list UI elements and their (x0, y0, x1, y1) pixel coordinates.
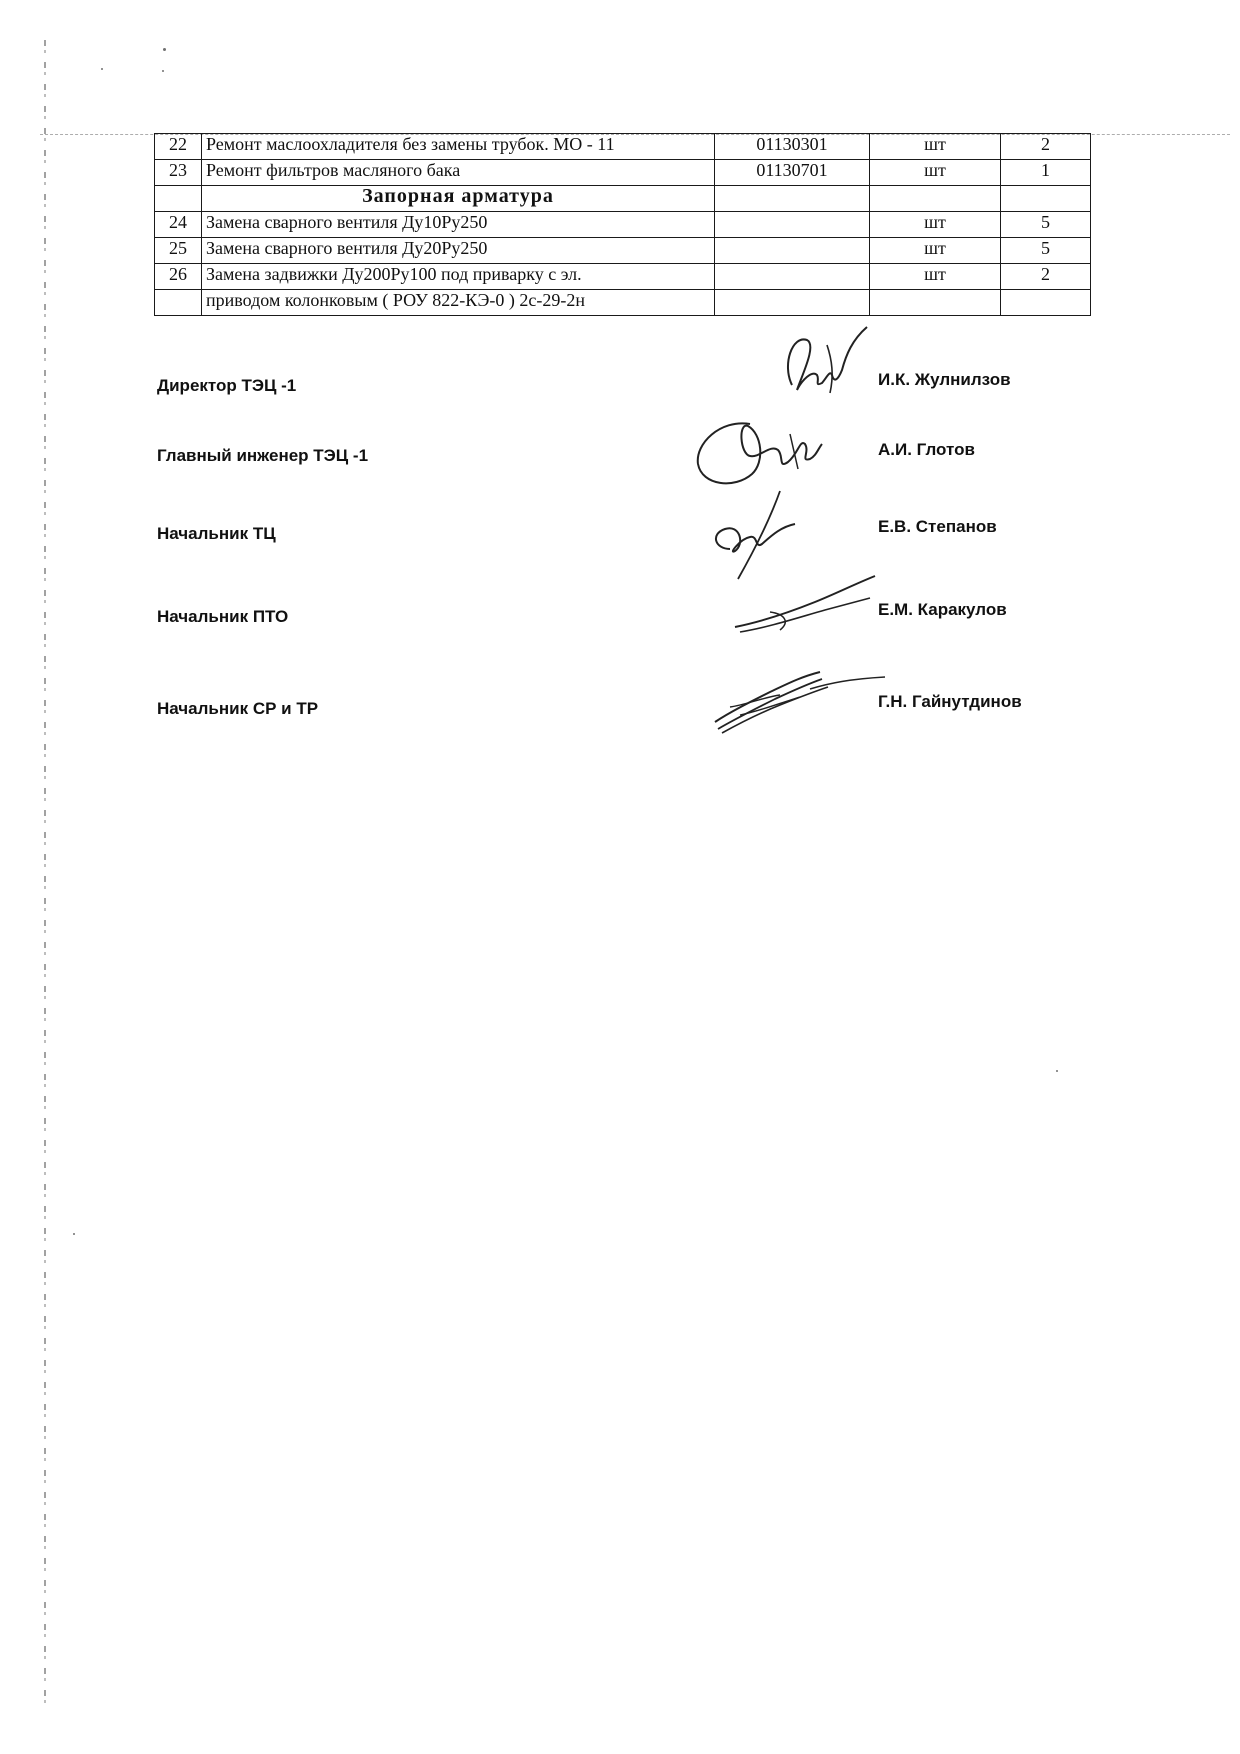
row-unit: шт (870, 238, 1001, 264)
table-row (155, 238, 1091, 264)
scan-speck (1056, 1070, 1058, 1072)
row-name: Ремонт маслоохладителя без замены трубок. МО - 11 (202, 134, 715, 160)
row-code (715, 264, 870, 290)
row-name: Замена сварного вентиля Ду20Ру250 (202, 238, 715, 264)
row-number: 26 (155, 264, 202, 290)
scan-speck (162, 70, 164, 72)
row-name: Замена сварного вентиля Ду10Ру250 (202, 212, 715, 238)
handwritten-signature (700, 489, 800, 584)
table-row (155, 264, 1091, 290)
table-row-continuation (155, 290, 1091, 316)
scan-edge-artifact (44, 40, 46, 1710)
row-number: 25 (155, 238, 202, 264)
signatory-title: Начальник ТЦ (157, 524, 276, 543)
table-row (155, 160, 1091, 186)
scan-speck (163, 48, 166, 51)
scan-speck (101, 68, 103, 70)
row-number: 22 (155, 134, 202, 160)
signatory-name: Е.М. Каракулов (878, 600, 1007, 619)
signature-row (0, 365, 1240, 425)
row-code (715, 186, 870, 212)
row-code (715, 238, 870, 264)
signatory-name: И.К. Жулнилзов (878, 370, 1011, 389)
signatory-title: Начальник СР и ТР (157, 699, 319, 718)
signature-row (0, 436, 1240, 496)
handwritten-signature (710, 667, 890, 737)
works-table (154, 133, 1091, 316)
row-qty: 5 (1001, 212, 1091, 238)
row-qty (1001, 186, 1091, 212)
signatory-name: А.И. Глотов (878, 440, 975, 459)
row-number: 24 (155, 212, 202, 238)
signatory-title: Главный инженер ТЭЦ -1 (157, 446, 369, 465)
row-code: 01130301 (715, 134, 870, 160)
signature-row (0, 514, 1240, 574)
row-unit (870, 186, 1001, 212)
row-unit: шт (870, 212, 1001, 238)
row-qty: 1 (1001, 160, 1091, 186)
row-name: приводом колонковым ( РОУ 822-КЭ-0 ) 2с-29-2н (202, 290, 715, 316)
signature-row (0, 597, 1240, 657)
section-row (155, 186, 1091, 212)
signatory-name: Г.Н. Гайнутдинов (878, 692, 1022, 711)
scan-speck (73, 1233, 75, 1235)
row-qty: 2 (1001, 264, 1091, 290)
table-row (155, 212, 1091, 238)
handwritten-signature (690, 414, 830, 494)
row-qty (1001, 290, 1091, 316)
row-qty: 5 (1001, 238, 1091, 264)
row-unit: шт (870, 134, 1001, 160)
row-number (155, 290, 202, 316)
row-unit: шт (870, 264, 1001, 290)
signatory-title: Директор ТЭЦ -1 (157, 376, 297, 395)
section-heading: Запорная арматура (202, 186, 715, 212)
row-name: Замена задвижки Ду200Ру100 под приварку с эл. (202, 264, 715, 290)
signature-row (0, 689, 1240, 749)
row-qty: 2 (1001, 134, 1091, 160)
row-code (715, 290, 870, 316)
handwritten-signature (730, 572, 880, 642)
handwritten-signature (772, 325, 872, 405)
signatory-title: Начальник ПТО (157, 607, 289, 626)
row-name: Ремонт фильтров масляного бака (202, 160, 715, 186)
table-row (155, 134, 1091, 160)
row-code: 01130701 (715, 160, 870, 186)
row-unit: шт (870, 160, 1001, 186)
row-unit (870, 290, 1001, 316)
signatory-name: Е.В. Степанов (878, 517, 997, 536)
row-number (155, 186, 202, 212)
row-code (715, 212, 870, 238)
row-number: 23 (155, 160, 202, 186)
